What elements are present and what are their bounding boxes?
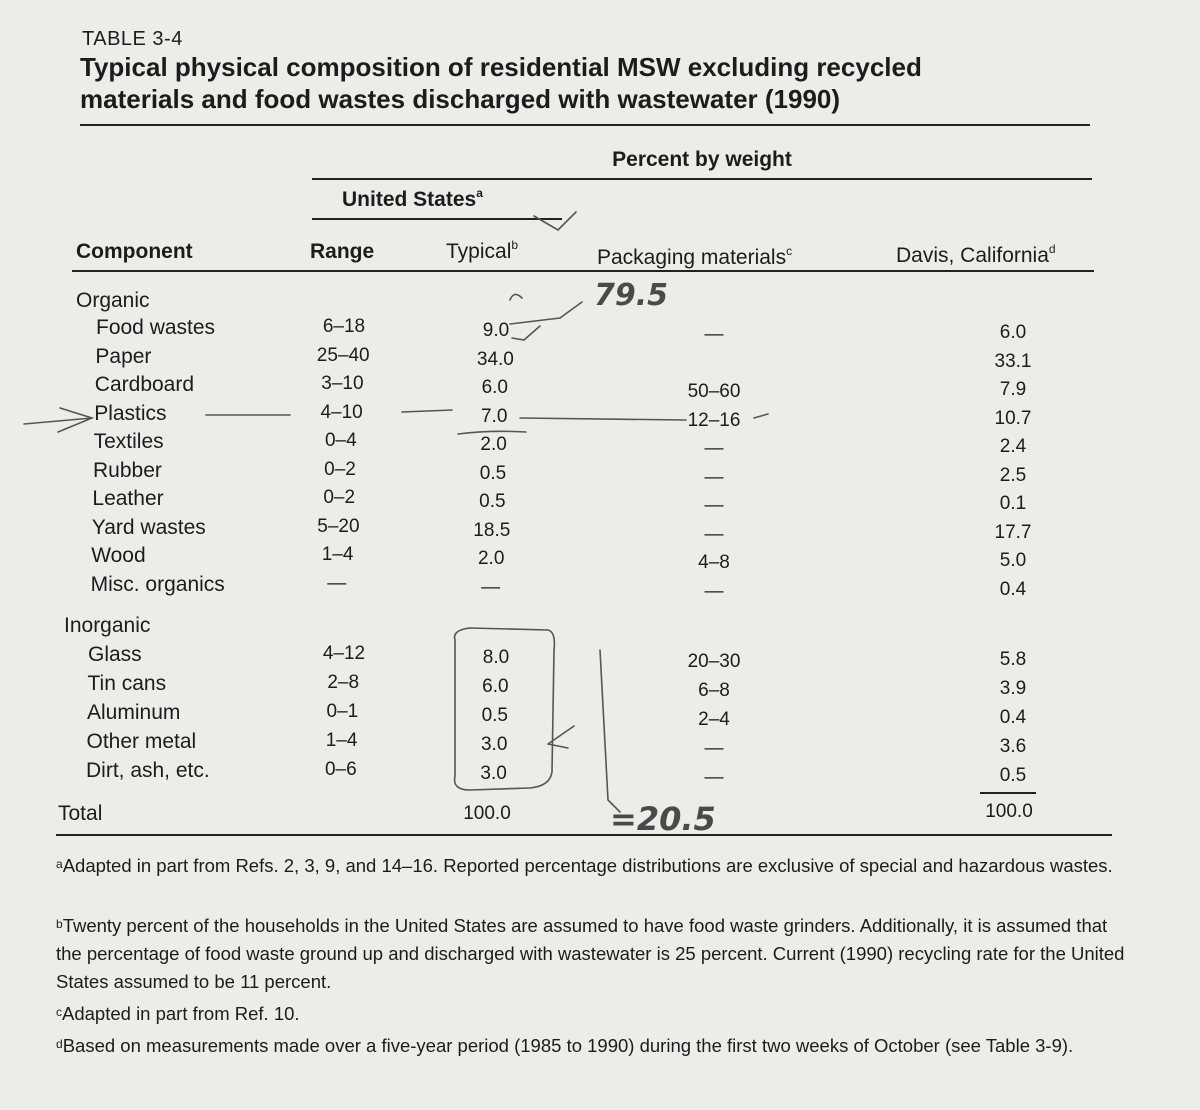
organic-component-cell: Leather: [92, 487, 164, 510]
organic-packaging-cell: —: [704, 438, 724, 459]
organic-davis-cell: 6.0: [999, 322, 1027, 343]
inorganic-davis-cell: 5.8: [999, 649, 1027, 670]
organic-range-cell: 25–40: [316, 344, 370, 366]
organic-typical-cell: 9.0: [482, 320, 510, 341]
organic-davis-cell: 17.7: [994, 521, 1032, 543]
organic-packaging-cell: —: [704, 466, 724, 488]
organic-component-cell: Misc. organics: [90, 572, 225, 596]
organic-davis-cell: 0.1: [999, 493, 1027, 514]
united-states-header: United States$^a$: [342, 186, 483, 211]
inorganic-typical-cell: 6.0: [482, 676, 509, 697]
organic-davis-cell: 2.4: [999, 436, 1027, 457]
inorganic-range-cell: 4–12: [322, 643, 366, 664]
inorganic-component-cell: Other metal: [86, 730, 197, 753]
organic-component-cell: Textiles: [93, 430, 164, 453]
inorganic-typical-cell: 3.0: [480, 734, 508, 755]
inorganic-typical-cell: 3.0: [480, 763, 507, 784]
underline-mark-3: [520, 418, 686, 420]
textiles-underline-mark: [458, 431, 526, 434]
organic-davis-cell: 0.4: [999, 578, 1027, 600]
organic-packaging-cell: 50–60: [687, 381, 741, 402]
table-number: TABLE 3-4: [82, 28, 183, 50]
organic-component-cell: Cardboard: [94, 373, 195, 396]
organic-component-cell: Rubber: [93, 458, 162, 482]
organic-component-cell: Food wastes: [96, 316, 216, 339]
organic-typical-cell: 2.0: [480, 434, 507, 455]
organic-component-cell: Wood: [91, 544, 146, 567]
inorganic-range-cell: 1–4: [325, 730, 358, 751]
organic-range-cell: 3–10: [321, 373, 364, 394]
arrow-mark: [24, 408, 92, 432]
organic-component-cell: Yard wastes: [91, 515, 206, 539]
inorganic-range-cell: 0–6: [324, 759, 357, 780]
check-mark: [512, 326, 540, 340]
organic-packaging-cell: —: [704, 580, 724, 602]
total-typical: 100.0: [463, 803, 511, 824]
inorganic-davis-cell: 0.5: [999, 765, 1027, 786]
range-column-header: Range: [310, 240, 375, 263]
inorganic-davis-cell: 3.9: [999, 678, 1027, 699]
organic-packaging-cell: 12–16: [687, 409, 741, 431]
inorganic-component-cell: Tin cans: [87, 672, 167, 695]
organic-typical-cell: 6.0: [481, 377, 509, 398]
organic-component-cell: Plastics: [94, 401, 167, 425]
inorganic-component-cell: Dirt, ash, etc.: [86, 759, 210, 782]
footnote-a: $^a$Adapted in part from Refs. 2, 3, 9, and 14–16. Reported percentage distributions are exclusive of special and hazardous wastes.: [56, 855, 1113, 876]
tick-mark: [510, 294, 522, 300]
inorganic-typical-cell: 0.5: [481, 705, 509, 726]
organic-typical-cell: 7.0: [480, 405, 508, 427]
davis-column-header: Davis, California$^d$: [896, 242, 1056, 267]
percent-by-weight-header: Percent by weight: [612, 148, 792, 171]
circled-inorganic-box: [455, 628, 555, 790]
inorganic-brace: [600, 650, 620, 812]
organic-typical-cell: —: [481, 576, 501, 598]
organic-sum-handwritten: 79.5: [594, 278, 669, 313]
organic-packaging-cell: —: [704, 523, 724, 545]
organic-range-cell: 0–2: [324, 458, 356, 480]
organic-davis-cell: 7.9: [999, 379, 1027, 400]
organic-range-cell: 5–20: [317, 515, 360, 537]
organic-range-cell: 6–18: [322, 316, 366, 337]
table-title-line-1: Typical physical composition of residential MSW excluding recycled: [80, 52, 922, 82]
inorganic-range-cell: 0–1: [326, 701, 359, 722]
inorganic-packaging-cell: 20–30: [687, 651, 741, 672]
organic-range-cell: 0–2: [323, 487, 356, 508]
inorganic-packaging-cell: 6–8: [698, 680, 730, 701]
inorganic-packaging-cell: —: [704, 738, 724, 759]
organic-typical-cell: 2.0: [477, 548, 505, 569]
organic-typical-cell: 0.5: [479, 491, 506, 512]
organic-range-cell: —: [327, 572, 347, 594]
inorganic-packaging-cell: —: [704, 767, 724, 788]
component-column-header: Component: [76, 240, 193, 263]
organic-typical-cell: 34.0: [476, 348, 514, 370]
organic-typical-cell: 0.5: [479, 462, 507, 484]
inorganic-section-label: Inorganic: [64, 614, 151, 637]
underline-mark-2: [402, 410, 452, 412]
inorganic-component-cell: Glass: [88, 643, 142, 666]
typical-column-header: Typical$^b$: [446, 238, 519, 263]
organic-packaging-cell: 4–8: [698, 552, 730, 573]
inorganic-davis-cell: 0.4: [999, 707, 1027, 728]
organic-davis-cell: 2.5: [999, 464, 1027, 486]
packaging-column-header: Packaging materials$^c$: [597, 244, 793, 269]
footnote-c: $^c$Adapted in part from Ref. 10.: [56, 1003, 300, 1024]
organic-range-cell: 0–4: [324, 430, 357, 451]
organic-typical-cell: 18.5: [473, 519, 511, 541]
total-label: Total: [58, 802, 103, 825]
inorganic-component-cell: Aluminum: [87, 701, 181, 724]
organic-section-label: Organic: [76, 289, 150, 312]
footnote-b: $^b$Twenty percent of the households in the United States are assumed to have food waste grinders. Additionally, it is assumed that the percentage of food waste ground up and discharged with wastewater is 25 percent. Current (1990) recycling rate for the United States assumed to be 11 percent.: [56, 915, 1125, 992]
organic-davis-cell: 5.0: [999, 550, 1027, 571]
slash-mark: [534, 212, 576, 230]
organic-range-cell: 1–4: [321, 544, 354, 565]
footnote-d: $^d$Based on measurements made over a five-year period (1985 to 1990) during the first two weeks of October (see Table 3-9).: [56, 1035, 1074, 1056]
inorganic-sum-handwritten: =20.5: [610, 800, 716, 838]
inorganic-typical-cell: 8.0: [482, 647, 510, 668]
organic-range-cell: 4–10: [320, 401, 363, 423]
organic-packaging-cell: —: [704, 324, 724, 345]
bracket-stroke: [510, 302, 582, 324]
organic-davis-cell: 33.1: [994, 350, 1032, 372]
organic-component-cell: Paper: [95, 344, 152, 368]
inorganic-packaging-cell: 2–4: [698, 709, 730, 730]
inorganic-range-cell: 2–8: [327, 672, 360, 693]
table-title-line-2: materials and food wastes discharged with wastewater (1990): [80, 84, 841, 114]
organic-packaging-cell: —: [704, 495, 724, 516]
total-davis: 100.0: [985, 801, 1033, 822]
organic-davis-cell: 10.7: [994, 407, 1032, 429]
inorganic-davis-cell: 3.6: [999, 736, 1027, 757]
underline-mark-4: [754, 414, 768, 418]
